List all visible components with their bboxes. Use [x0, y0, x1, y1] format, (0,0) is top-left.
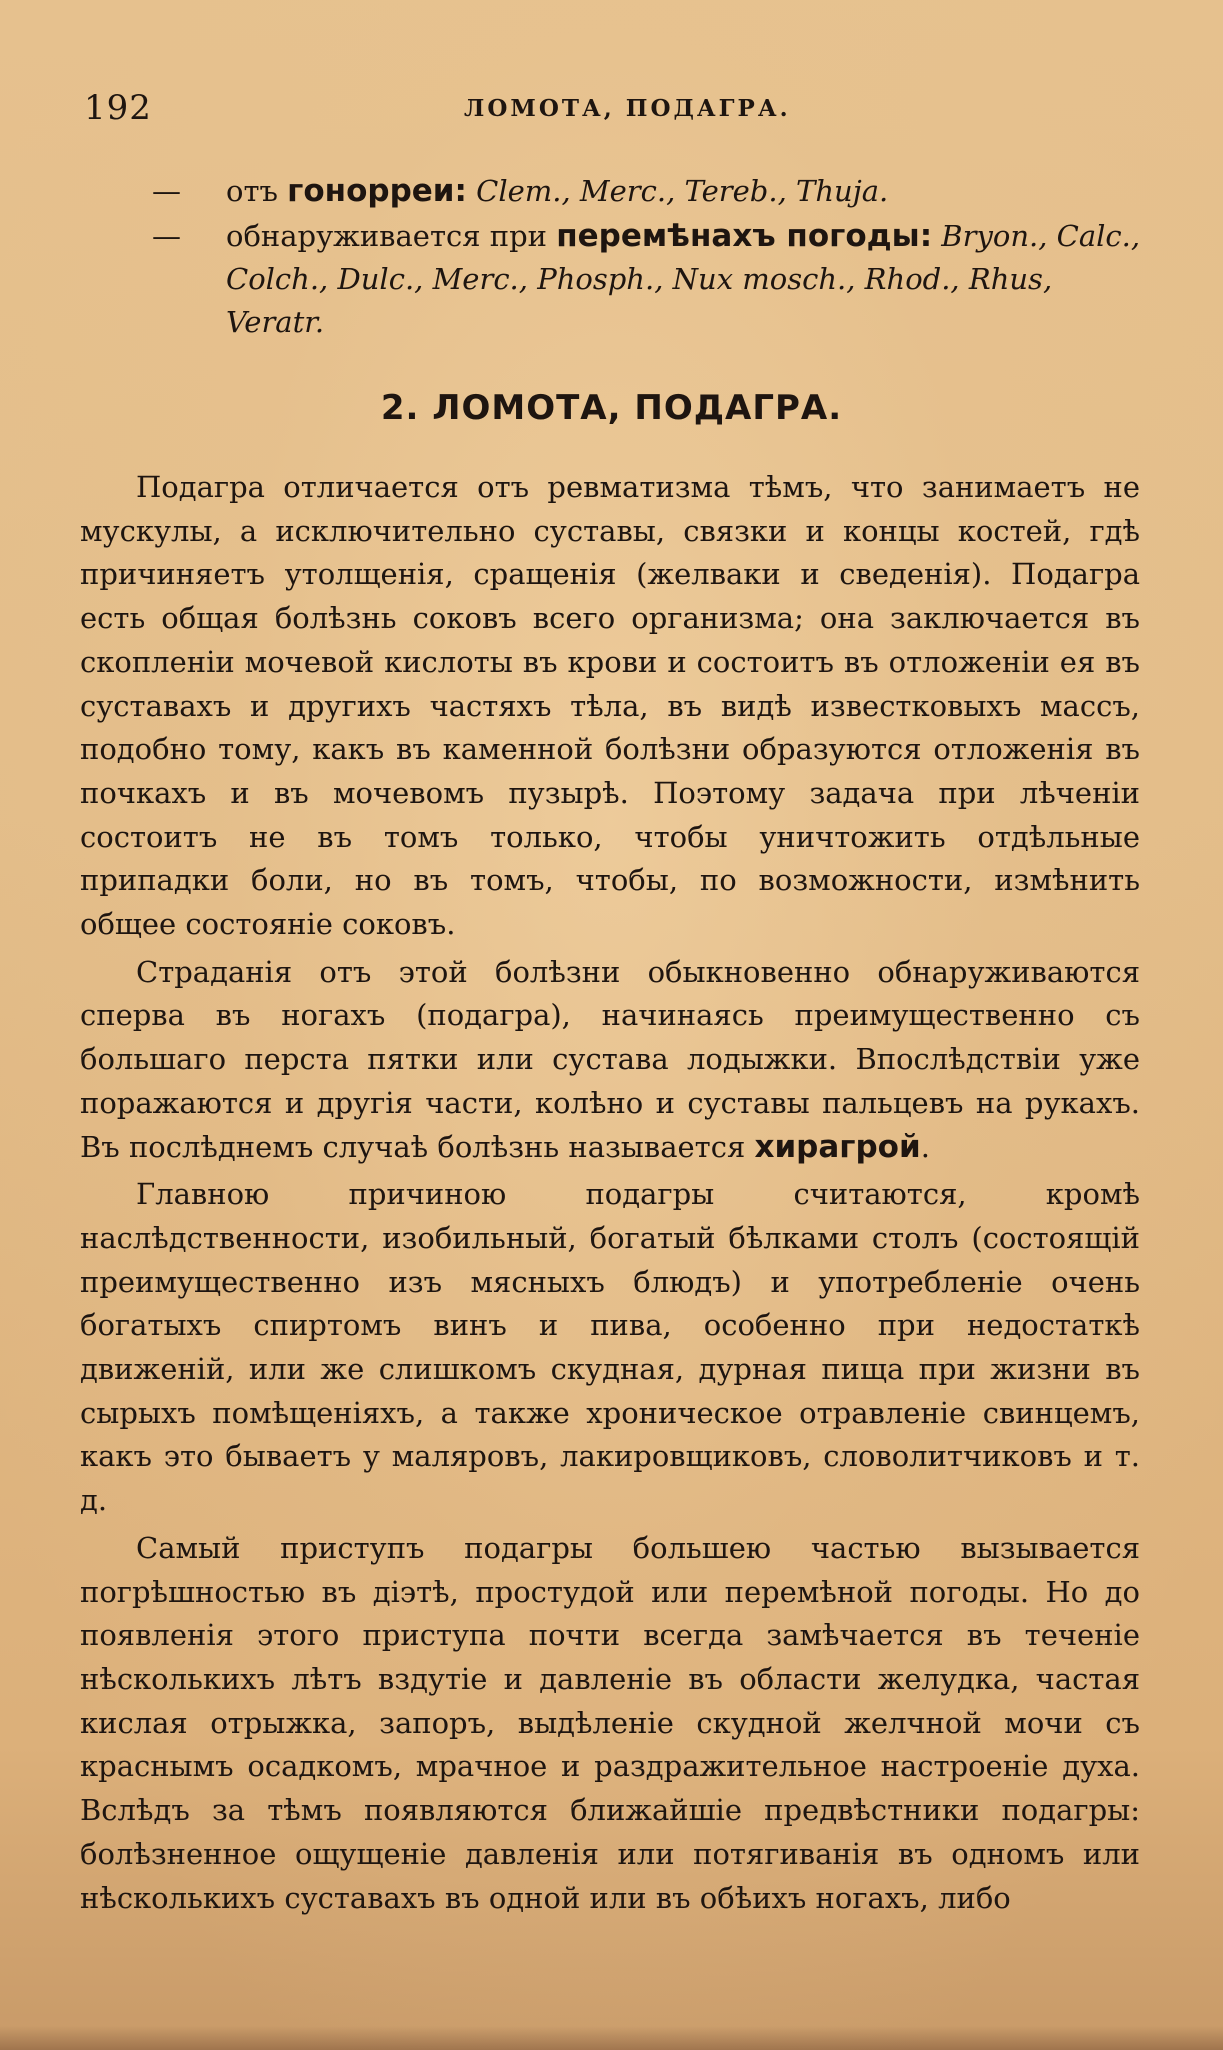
list-dash: — — [152, 174, 181, 208]
list-dash: — — [152, 219, 181, 253]
paragraph: Главною причиною подагры считаются, кромѣ наслѣдственности, изобильный, богатый бѣлками столъ (состоящій преимущественно изъ мясныхъ блюдъ) и употребленіе очень богатыхъ спиртомъ винъ и пива, особенно при недостаткѣ движеній, или же слишкомъ скудная, дурная пища при жизни въ сырыхъ помѣщеніяхъ, а также хроническое отравленіе свинцемъ, какъ это бываетъ у маляровъ, лакировщиковъ, словолитчиковъ и т. д. — [80, 1177, 1140, 1518]
list-item-remedies: Clem., Merc., Tereb., Thuja. — [466, 174, 889, 208]
body-text — [80, 466, 1140, 1924]
list-item-keyword: гонорреи: — [287, 173, 467, 209]
section-title: 2. ЛОМОТА, ПОДАГРА. — [380, 388, 843, 428]
page-number: 192 — [84, 88, 152, 128]
paragraph-tail: . — [920, 1129, 930, 1164]
list-item — [152, 170, 1148, 213]
list-item-keyword: перемѣнахъ погоды: — [556, 218, 933, 254]
paragraph: Самый приступъ подагры большею частью вызывается погрѣшностью въ діэтѣ, простудой или перемѣной погоды. Но до появленія этого приступа почти всегда замѣчается въ теченіе нѣсколькихъ лѣтъ вздутіе и давленіе въ области желудка, частая кислая отрыжка, запоръ, выдѣленіе скудной желчной мочи съ краснымъ осадкомъ, мрачное и раздражительное настроеніе духа. Вслѣдъ за тѣмъ появляются ближайшіе предвѣстники подагры: болѣзненное ощущеніе давленія или потягиванія въ одномъ или нѣсколькихъ суставахъ въ одной или въ обѣихъ ногахъ, либо — [80, 1530, 1140, 1915]
term-chiragra: хирагрой — [754, 1128, 921, 1165]
remedy-list — [152, 170, 1148, 346]
paragraph: Подагра отличается отъ ревматизма тѣмъ, что занимаетъ не мускулы, а исключительно суставы, связки и концы костей, гдѣ причиняетъ утолщенія, сращенія (желваки и сведенія). Подагра есть общая болѣзнь соковъ всего организма; она заключается въ скопленіи мочевой кислоты въ крови и состоитъ въ отложеніи ея въ суставахъ и другихъ частяхъ тѣла, въ видѣ известковыхъ массъ, подобно тому, какъ въ каменной болѣзни образуются отложенія въ почкахъ и въ мочевомъ пузырѣ. Поэтому задача при лѣченіи состоитъ не въ томъ только, чтобы уничтожить отдѣльные припадки боли, но въ томъ, чтобы, по возможности, измѣнить общее состояніе соковъ. — [80, 470, 1140, 942]
page-edge-shadow — [0, 2026, 1223, 2050]
list-item-prefix: обнаруживается при — [226, 219, 557, 253]
list-item-prefix: отъ — [226, 174, 288, 208]
paragraph-text: Страданія отъ этой болѣзни обыкновенно обнаруживаются сперва въ ногахъ (подагра), начинаясь преимущественно съ большаго перста пятки или сустава лодыжки. Впослѣдствіи уже поражаются и другія части, колѣно и суставы пальцевъ на рукахъ. Въ послѣднемъ случаѣ болѣзнь называется — [80, 954, 1140, 1164]
running-title: ЛОМОТА, ПОДАГРА. — [464, 95, 791, 122]
paragraph — [80, 951, 1140, 1170]
list-item — [152, 215, 1148, 344]
running-header — [84, 88, 1144, 138]
list-item-remedies: Bryon., Calc., Colch., Dulc., Merc., Phosph., Nux mosch., Rhod., Rhus, Veratr. — [226, 219, 1141, 339]
